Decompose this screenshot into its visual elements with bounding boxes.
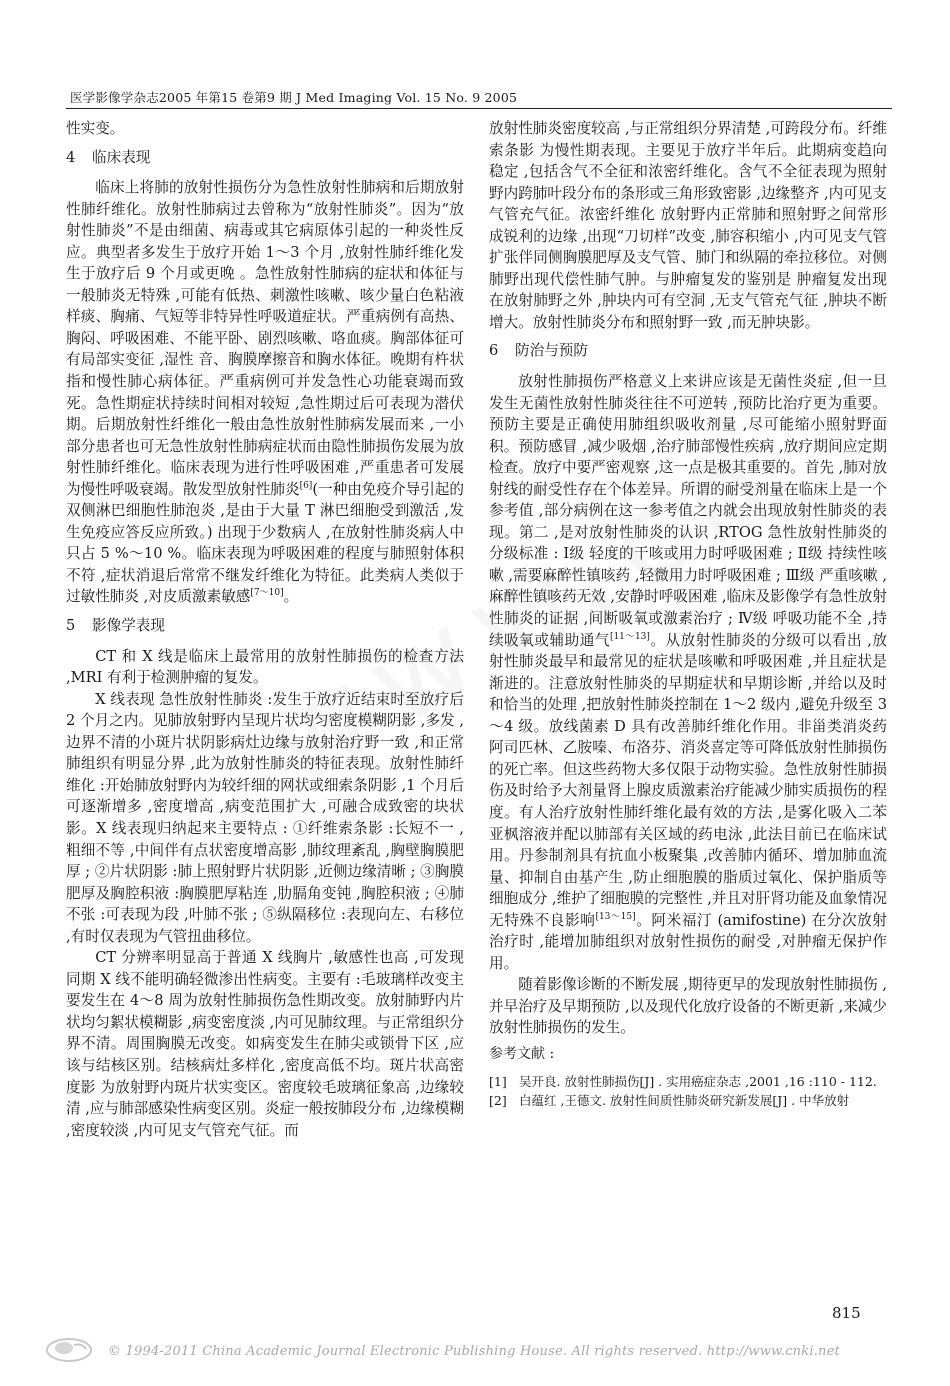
paragraph-text: 。 <box>283 588 299 606</box>
left-column <box>66 118 464 1141</box>
section-title: 临床表现 <box>92 148 151 166</box>
section-title: 影像学表现 <box>92 617 165 635</box>
reference-number: [2] <box>489 1092 507 1108</box>
paragraph-text: (一种由免疫介导引起的双侧淋巴细胞性肺泡炎 ,是由于大量 T 淋巴细胞受到激活 ,发生免疫应答反应所致。) 出现于少数病人 ,在放射性肺炎病人中只占 5 %～10 %。临床表现为呼吸困难的程度与肺照射体积不符 ,症状消退后常常不继发纤维化为特征。此类病人类似于过敏性肺炎 ,对皮质激素敏感 <box>66 480 464 606</box>
section-heading-5 <box>66 615 464 637</box>
page-number: 815 <box>832 1304 861 1322</box>
copyright-footer: © 1994-2011 China Academic Journal Electronic Publishing House. All rights reserved. http://www.cnki.net <box>108 1344 840 1359</box>
paragraph-text: 放射性肺损伤严格意义上来讲应该是无菌性炎症 ,但一旦发生无菌性放射性肺炎往往不可逆转 ,预防比治疗更为重要。预防主要是正确使用肺组织吸收剂量 ,尽可能缩小照射野面积。预防感冒 ,减少吸烟 ,治疗肺部慢性疾病 ,放疗期间应定期检查。放疗中要严密观察 ,这一点是极其重要的。首先 ,肺对放射线的耐受性存在个体差异。所谓的耐受剂量在临床上是一个参考值 ,部分病例在这一参考值之内就会出现放射性肺炎的表现。第二 ,是对放射性肺炎的认识 ,RTOG 急性放射性肺炎的分级标准 : Ⅰ级 轻度的干咳或用力时呼吸困难 ; Ⅱ级 持续性咳嗽 ,需要麻醉性镇咳药 ,轻微用力时呼吸困难 ; Ⅲ级 严重咳嗽 ,麻醉性镇咳药无效 ,安静时呼吸困难 ,临床及影像学有急性放射性肺炎的证据 ,间断吸氧或激素治疗 ; Ⅳ级 呼吸功能不全 ,持续吸氧或辅助通气 <box>489 373 887 649</box>
citation: [6] <box>299 480 313 491</box>
paragraph: 随着影像诊断的不断发展 ,期待更早的发现放射性肺损伤 ,并早治疗及早期预防 ,以及现代化放疗设备的不断更新 ,来减少放射性肺损伤的发生。 <box>489 976 887 1037</box>
paragraph <box>66 177 464 608</box>
paragraph <box>489 371 887 974</box>
references-title: 参考文献 : <box>489 1045 555 1062</box>
reference-number: [1] <box>489 1073 507 1089</box>
section-title: 防治与预防 <box>515 342 588 360</box>
paragraph: CT 分辨率明显高于普通 X 线胸片 ,敏感性也高 ,可发现同期 X 线不能明确轻微渗出性病变。主要有 :毛玻璃样改变主要发生在 4～8 周为放射性肺损伤急性期改变。放射肺野内片状均匀絮状模糊影 ,病变密度淡 ,内可见肺纹理。与正常组织分界不清。周围胸膜无改变。如病变发生在肺尖或锁骨下区 ,应该与结核区别。结核病灶多样化 ,密度高低不均。斑片状高密度影 为放射野内斑片状实变区。密度较毛玻璃征象高 ,边缘较清 ,应与肺部感染性病变区别。炎症一般按肺段分布 ,边缘模糊 ,密度较淡 ,内可见支气管充气征。而 <box>66 949 464 1139</box>
header-divider <box>66 108 892 109</box>
cnki-logo-icon <box>44 1333 94 1365</box>
paragraph: X 线表现 急性放射性肺炎 :发生于放疗近结束时至放疗后 2 个月之内。见肺放射野内呈现片状均匀密度模糊阴影 ,多发 ,边界不清的小斑片状阴影病灶边缘与放射治疗野一致 ,和正常肺组织有明显分界 ,此为放射性肺炎的特征表现。放射性肺纤维化 :开始肺放射野内为较纤细的网状或细索条阴影 ,1 个月后可逐渐增多 ,密度增高 ,病变范围扩大 ,可融合成致密的块状影。X 线表现归纳起来主要特点 : ①纤维索条影 :长短不一 ,粗细不等 ,中间伴有点状密度增高影 ,肺纹理紊乱 ,胸壁胸膜肥厚 ; ②片状阴影 :肺上照射野片状阴影 ,近侧边缘清晰 ; ③胸膜肥厚及胸腔积液 :胸膜肥厚粘连 ,肋膈角变钝 ,胸腔积液 ; ④肺不张 :可表现为段 ,叶肺不张 ; ⑤纵隔移位 :表现向左、右移位 ,有时仅表现为气管扭曲移位。 <box>66 690 464 945</box>
section-heading-4 <box>66 147 464 169</box>
paragraph-text: 。阿米福汀 (amifostine) 在分次放射治疗时 ,能增加肺组织对放射性损伤的耐受 ,对肿瘤无保护作用。 <box>489 911 887 972</box>
paragraph-text: 临床上将肺的放射性损伤分为急性放射性肺病和后期放射性肺纤维化。放射性肺病过去曾称为“放射性肺炎”。因为“放射性肺炎”不是由细菌、病毒或其它病原体引起的一种炎性反应。典型者多发生于放疗开始 1～3 个月 ,放射性肺纤维化发生于放疗后 9 个月或更晚 。急性放射性肺病的症状和体征与一般肺炎无特殊 ,可能有低热、刺激性咳嗽、咳少量白色粘液样痰、胸痛、气短等非特异性呼吸道症状。严重病例有高热、胸闷、呼吸困难、不能平卧、剧烈咳嗽、咯血痰。胸部体征可有局部实变征 ,湿性 音、胸膜摩擦音和胸水体征。晚期有杵状指和慢性肺心病体征。严重病例可并发急性心功能衰竭而致死。急性期症状持续时间相对较短 ,急性期过后可表现为潜伏期。后期放射性纤维化一般由急性放射性肺病发展而来 ,一小部分患者也可无急性放射性肺病症状而由隐性肺损伤发展为放射性肺纤维化。临床表现为进行性呼吸困难 ,严重患者可发展为慢性呼吸衰竭。散发型放射性肺炎 <box>66 179 464 498</box>
reference-item <box>489 1072 887 1091</box>
section-number: 5 <box>66 617 76 635</box>
paragraph: CT 和 X 线是临床上最常用的放射性肺损伤的检查方法 ,MRI 有利于检测肿瘤的复发。 <box>66 647 464 687</box>
reference-text: 吴开良. 放射性肺损伤[J] . 实用癌症杂志 ,2001 ,16 :110 - 112. <box>519 1073 877 1089</box>
section-number: 4 <box>66 148 76 166</box>
section-number: 6 <box>489 342 499 360</box>
reference-item <box>489 1091 887 1110</box>
section-heading-6 <box>489 340 887 362</box>
citation: [13～15] <box>595 911 636 922</box>
citation: [11～13] <box>609 631 650 642</box>
journal-header: 医学影像学杂志2005 年第15 卷第9 期 J Med Imaging Vol. 15 No. 9 2005 <box>70 90 518 105</box>
paragraph: 性实变。 <box>66 120 125 137</box>
paragraph: 放射性肺炎密度较高 ,与正常组织分界清楚 ,可跨段分布。纤维索条影 为慢性期表现。主要见于放疗半年后。此期病变趋向稳定 ,包括含气不全征和浓密纤维化。含气不全征表现为照射野内跨肺叶段分布的条形或三角形致密影 ,边缘整齐 ,内可见支气管充气征。浓密纤维化 放射野内正常肺和照射野之间常形成锐利的边缘 ,出现“刀切样”改变 ,肺容积缩小 ,内可见支气管扩张伴同侧胸膜肥厚及支气管、肺门和纵隔的牵拉移位。对侧肺野出现代偿性肺气肿。与肿瘤复发的鉴别是 肿瘤复发出现在放射肺野之外 ,肿块内可有空洞 ,无支气管充气征 ,肿块不断增大。放射性肺炎分布和照射野一致 ,而无肿块影。 <box>489 120 887 331</box>
reference-text: 白蕴红 ,王德文. 放射性间质性肺炎研究新发展[J] . 中华放射 <box>519 1092 850 1108</box>
paragraph-text: 。从放射性肺炎的分级可以看出 ,放射性肺炎最早和最常见的症状是咳嗽和呼吸困难 ,并且症状是渐进的。注意放射性肺炎的早期症状和早期诊断 ,并给以及时和恰当的处理 ,把放射性肺炎控制在 1～2 级内 ,避免升级至 3～4 级。放线菌素 D 具有改善肺纤维化作用。非甾类消炎药阿司匹林、乙胺嗪、布洛芬、消炎喜定等可降低放射性肺损伤的死亡率。但这些药物大多仅限于动物实验。急性放射性肺损伤及时给予大剂量肾上腺皮质激素治疗能减少肺实质损伤的程度。有人治疗放射性肺纤维化最有效的方法 ,是雾化吸入二苯亚枫溶液并配以肺部有关区域的药电泳 ,此法目前已在临床试用。丹参制剂具有抗血小板聚集 ,改善肺内循环、增加肺血流量、抑制自由基产生 ,防止细胞膜的脂质过氧化、保护脂质等细胞成分 ,维护了细胞膜的完整性 ,并且对肝肾功能及血象情况无特殊不良影响 <box>489 631 887 929</box>
right-column <box>489 118 887 1110</box>
citation: [7～10] <box>250 588 284 599</box>
